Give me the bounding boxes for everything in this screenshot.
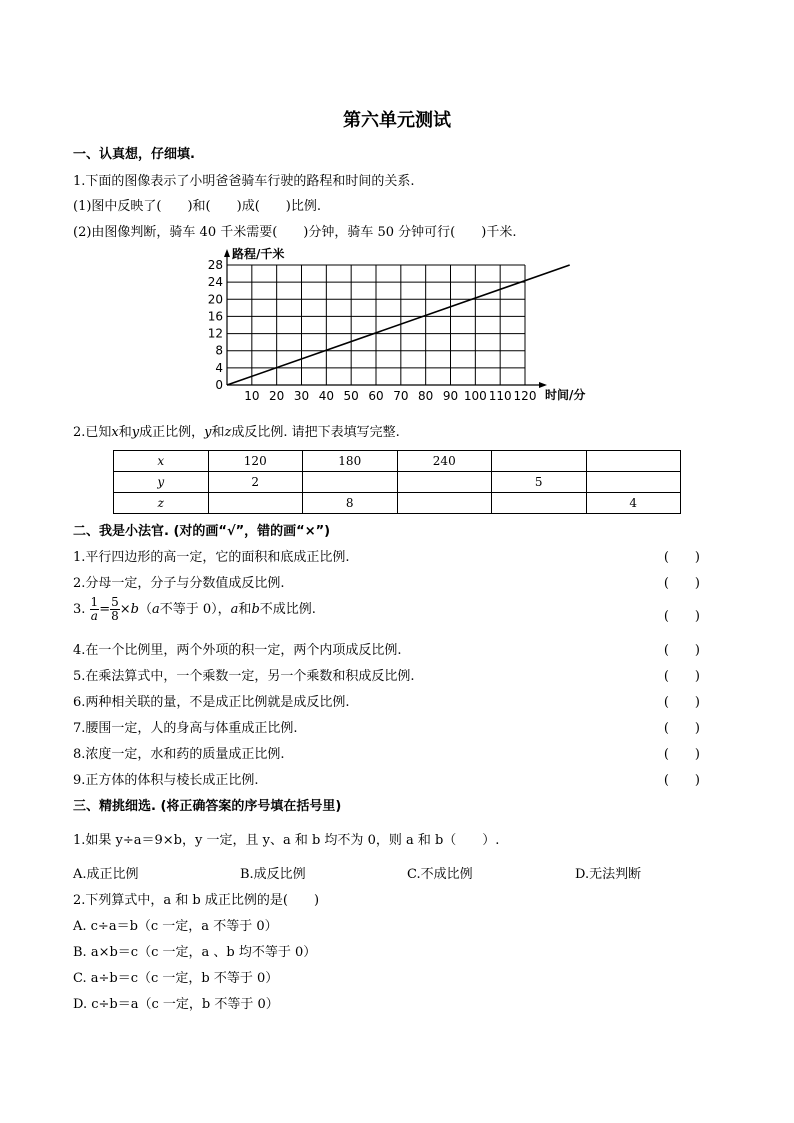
judge-item-6: 6.两种相关联的量，不是成正比例就是成反比例. (73, 695, 350, 710)
y-tick-label: 8 (215, 343, 223, 358)
table-cell[interactable] (586, 472, 681, 493)
table-cell[interactable] (586, 451, 681, 472)
y-tick-label: 24 (207, 275, 223, 290)
y-tick-label: 12 (207, 326, 223, 341)
page-title: 第六单元测试 (343, 110, 451, 131)
table-cell[interactable] (303, 472, 398, 493)
table-cell[interactable]: 180 (303, 451, 398, 472)
x-tick-label: 40 (318, 389, 334, 403)
distance-time-chart (195, 245, 605, 405)
chart-axes (224, 249, 547, 388)
x-tick-label: 100 (463, 389, 487, 403)
answer-paren-7[interactable]: ( ) (663, 721, 700, 736)
table-cell[interactable]: 120 (208, 451, 303, 472)
table-row-label: z (114, 493, 209, 514)
q1-option-a[interactable]: A.成正比例 (73, 867, 139, 882)
choice-question-1: 1.如果 y÷a＝9×b，y 一定，且 y、a 和 b 均不为 0，则 a 和 b（ ）. (73, 833, 500, 848)
chart-ticks (208, 258, 537, 403)
table-cell[interactable] (492, 451, 587, 472)
x-tick-label: 80 (418, 389, 434, 403)
chart-grid (227, 265, 525, 385)
judge-item-1: 1.平行四边形的高一定，它的面积和底成正比例. (73, 550, 350, 565)
x-tick-label: 60 (368, 389, 384, 403)
answer-paren-3[interactable]: ( ) (663, 609, 700, 624)
judge-item-8: 8.浓度一定，水和药的质量成正比例. (73, 747, 285, 762)
chart-series (227, 265, 570, 385)
chart-x-axis-label: 时间/分 (545, 388, 586, 402)
table-cell[interactable] (397, 472, 492, 493)
question-1-1-sub2: (2)由图像判断，骑车 40 千米需要( )分钟，骑车 50 分钟可行( )千米. (73, 225, 517, 240)
y-tick-label: 4 (215, 360, 223, 375)
judge-item-4: 4.在一个比例里，两个外项的积一定，两个内项成反比例. (73, 643, 402, 658)
answer-paren-5[interactable]: ( ) (663, 669, 700, 684)
answer-paren-9[interactable]: ( ) (663, 773, 700, 788)
answer-paren-8[interactable]: ( ) (663, 747, 700, 762)
x-tick-label: 110 (488, 389, 512, 403)
answer-paren-4[interactable]: ( ) (663, 643, 700, 658)
q2-option-a[interactable]: A. c÷a＝b（c 一定，a 不等于 0） (73, 919, 278, 934)
judge-item-2: 2.分母一定，分子与分数值成反比例. (73, 576, 285, 591)
x-tick-label: 10 (244, 389, 260, 403)
answer-paren-1[interactable]: ( ) (663, 550, 700, 565)
section-3-heading: 三、精挑细选. (将正确答案的序号填在括号里) (73, 799, 342, 814)
y-tick-label: 0 (215, 378, 223, 392)
q1-option-b[interactable]: B.成反比例 (240, 867, 306, 882)
table-cell[interactable]: 2 (208, 472, 303, 493)
question-1-1-sub1: (1)图中反映了( )和( )成( )比例. (73, 199, 321, 214)
q1-option-d[interactable]: D.无法判断 (575, 867, 642, 882)
q2-option-d[interactable]: D. c÷b＝a（c 一定，b 不等于 0） (73, 997, 279, 1012)
x-tick-label: 90 (442, 389, 459, 403)
x-tick-label: 30 (293, 389, 310, 403)
table-cell[interactable]: 8 (303, 493, 398, 514)
judge-item-5: 5.在乘法算式中，一个乘数一定，另一个乘数和积成反比例. (73, 669, 415, 684)
table-cell[interactable] (492, 493, 587, 514)
y-tick-label: 28 (207, 258, 223, 272)
x-tick-label: 50 (343, 389, 359, 403)
table-cell[interactable]: 4 (586, 493, 681, 514)
section-2-heading: 二、我是小法官. (对的画“√”，错的画“×”) (73, 524, 331, 539)
proportion-table (113, 450, 681, 514)
x-tick-label: 120 (513, 389, 537, 403)
judge-item-9: 9.正方体的体积与棱长成正比例. (73, 773, 259, 788)
fraction-1-over-a: $\frac{1}{a}$ (90, 595, 99, 623)
table-cell[interactable] (397, 493, 492, 514)
question-1-2-text: 2.已知x和y成正比例，y和z成反比例. 请把下表填写完整. (73, 425, 400, 440)
table-row-label: x (114, 451, 209, 472)
question-1-1-text: 1.下面的图像表示了小明爸爸骑车行驶的路程和时间的关系. (73, 174, 415, 189)
answer-paren-2[interactable]: ( ) (663, 576, 700, 591)
choice-question-2: 2.下列算式中，a 和 b 成正比例的是( ) (73, 893, 320, 908)
q2-option-b[interactable]: B. a×b＝c（c 一定，a 、b 均不等于 0） (73, 945, 317, 960)
fraction-5-over-8: $\frac{5}{8}$ (111, 595, 119, 623)
judge-item-3: 3. $\frac{1}{a}$ = $\frac{5}{8}$ ×b（a不等于 0），a和b不成比例. (73, 595, 316, 623)
table-cell[interactable]: 240 (397, 451, 492, 472)
y-axis-arrow (224, 249, 230, 257)
q2-option-c[interactable]: C. a÷b＝c（c 一定，b 不等于 0） (73, 971, 279, 986)
q1-option-c[interactable]: C.不成比例 (407, 867, 473, 882)
x-tick-label: 70 (393, 389, 409, 403)
table-row-x (114, 451, 681, 472)
answer-paren-6[interactable]: ( ) (663, 695, 700, 710)
table-row-label: y (114, 472, 209, 493)
table-row-y (114, 472, 681, 493)
series-line (227, 265, 570, 385)
chart-y-axis-label: 路程/千米 (232, 247, 285, 261)
x-tick-label: 20 (269, 389, 285, 403)
judge-item-7: 7.腰围一定，人的身高与体重成正比例. (73, 721, 298, 736)
section-1-heading: 一、认真想，仔细填. (73, 147, 195, 162)
y-tick-label: 16 (207, 309, 223, 324)
y-tick-label: 20 (207, 292, 223, 307)
table-row-z (114, 493, 681, 514)
table-cell[interactable]: 5 (492, 472, 587, 493)
table-cell[interactable] (208, 493, 303, 514)
